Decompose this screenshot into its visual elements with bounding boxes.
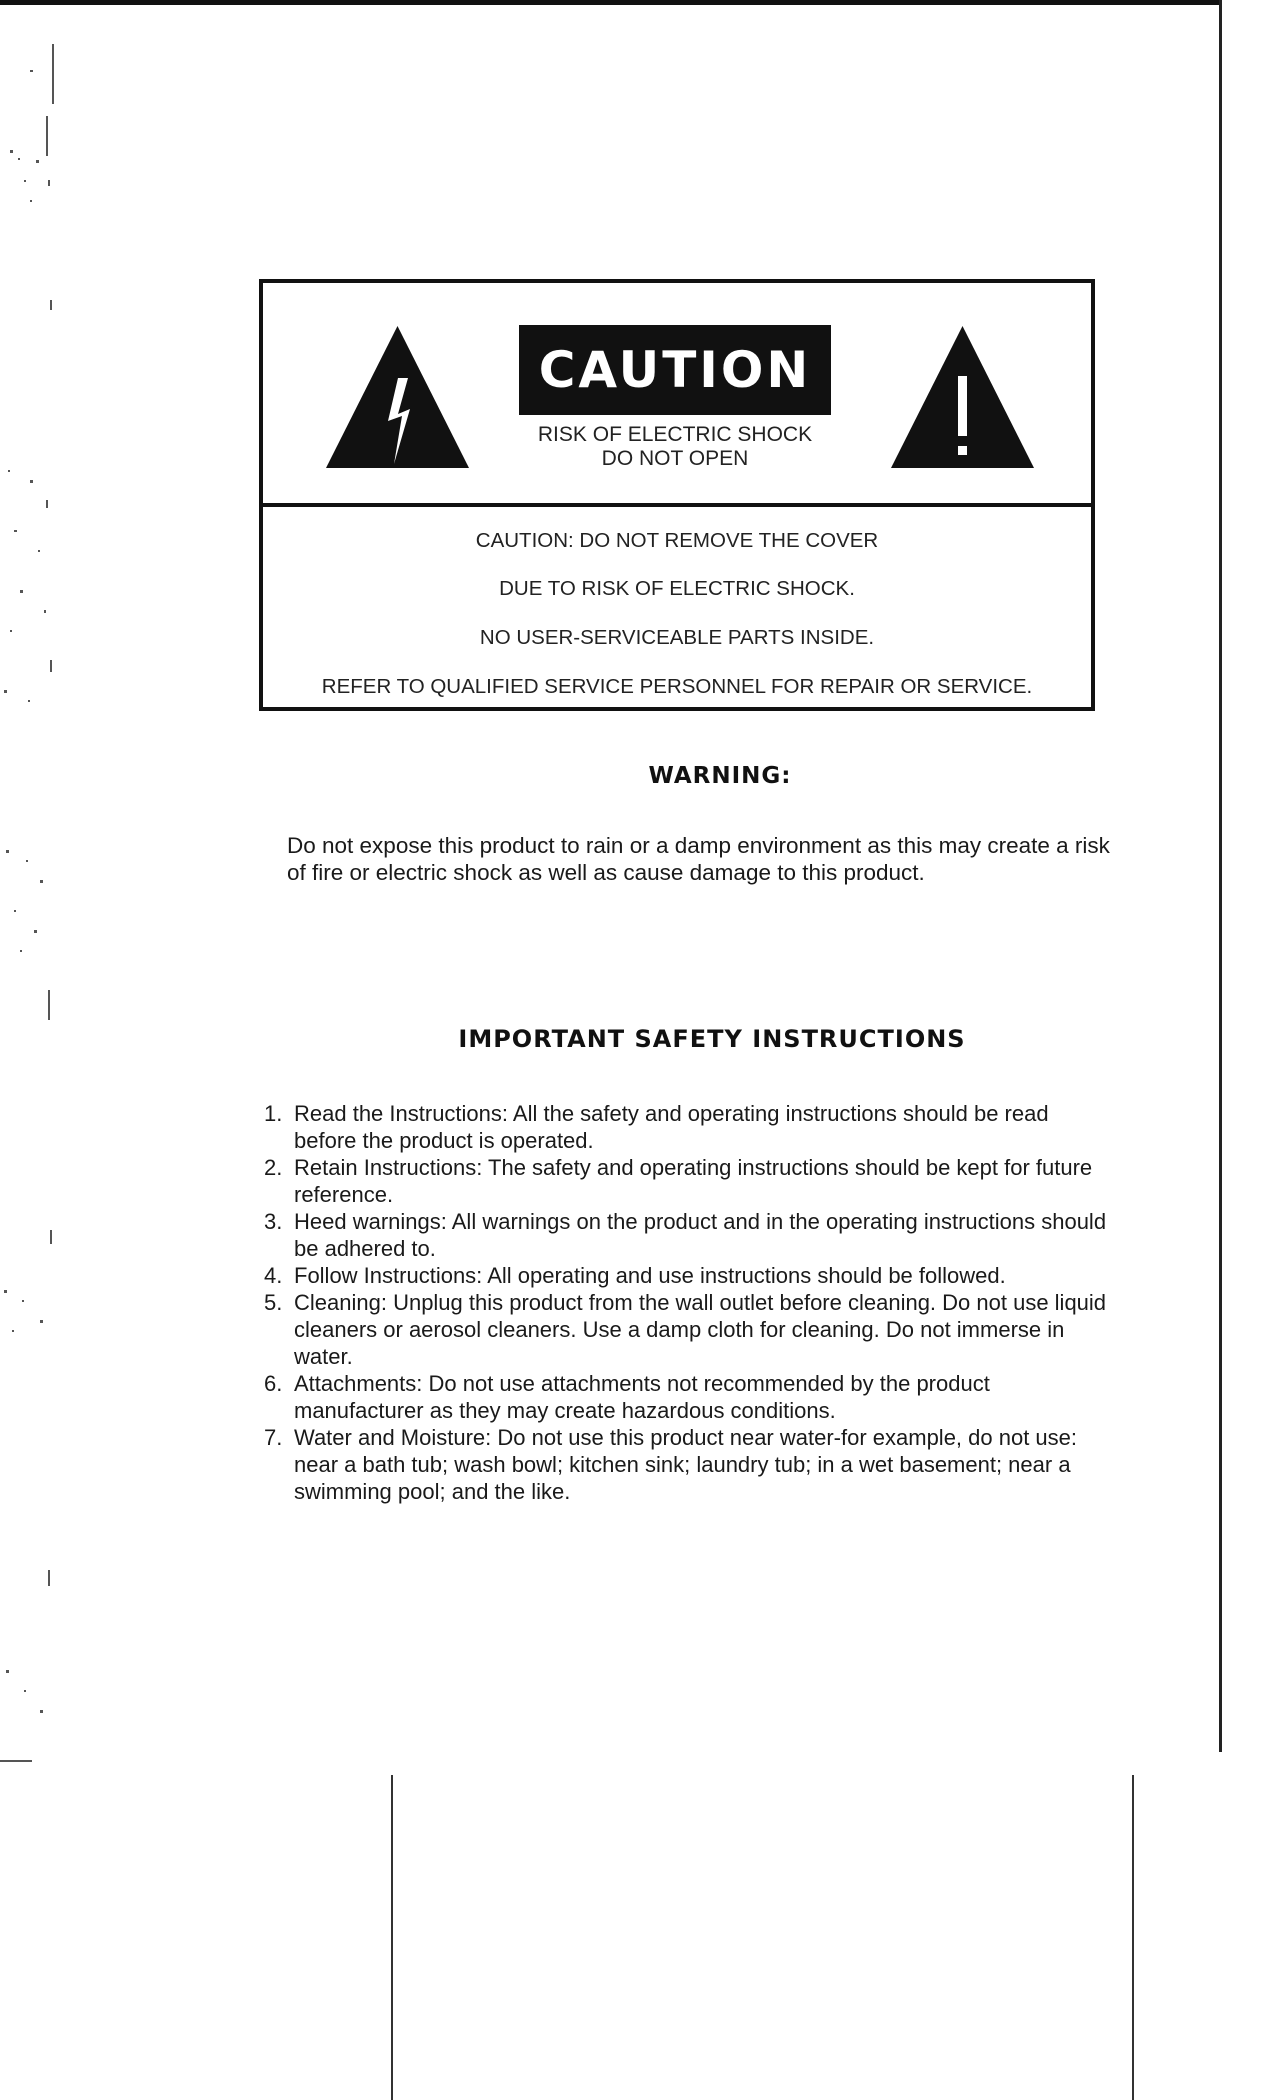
list-item-text: Retain Instructions: The safety and operating instructions should be kept for future reference. — [294, 1155, 1093, 1207]
list-item — [264, 1208, 1114, 1262]
caution-label-box — [259, 279, 1095, 711]
list-item — [264, 1262, 1114, 1289]
warning-paragraph: Do not expose this product to rain or a damp environment as this may create a risk of fire or electric shock as well as cause damage to this product. — [287, 833, 1110, 885]
lower-guide-line-left — [391, 1775, 393, 2100]
caution-text-line-4: REFER TO QUALIFIED SERVICE PERSONNEL FOR REPAIR OR SERVICE. — [321, 675, 1033, 698]
lightning-bolt-icon — [326, 326, 469, 468]
list-item-text: Follow Instructions: All operating and use instructions should be followed. — [294, 1263, 1006, 1288]
safety-instructions-list — [264, 1100, 1114, 1505]
scan-noise-specks — [0, 30, 60, 1770]
list-item-number: 3. — [264, 1209, 283, 1234]
list-item-number: 4. — [264, 1263, 283, 1288]
safety-instructions-heading: IMPORTANT SAFETY INSTRUCTIONS — [458, 1025, 966, 1053]
list-item-number: 7. — [264, 1425, 283, 1450]
right-border-rule — [1219, 0, 1222, 1752]
list-item-text: Water and Moisture: Do not use this product near water-for example, do not use: near a bath tub; wash bowl; kitchen sink; laundry tub; in a wet basement; near a swimming pool; and the like. — [294, 1425, 1078, 1504]
caution-header-panel — [263, 283, 1091, 507]
list-item-text: Attachments: Do not use attachments not recommended by the product manufacturer as they may create hazardous conditions. — [294, 1371, 990, 1423]
caution-text-line-1: CAUTION: DO NOT REMOVE THE COVER — [475, 529, 879, 552]
caution-subtitle-line-1: RISK OF ELECTRIC SHOCK — [537, 423, 813, 446]
warning-heading: WARNING: — [648, 763, 792, 789]
list-item — [264, 1100, 1114, 1154]
caution-badge: CAUTION — [519, 325, 831, 415]
list-item-text: Read the Instructions: All the safety and operating instructions should be read before the product is operated. — [294, 1101, 1049, 1153]
list-item-text: Cleaning: Unplug this product from the wall outlet before cleaning. Do not use liquid cleaners or aerosol cleaners. Use a damp cloth for cleaning. Do not immerse in water. — [294, 1290, 1107, 1369]
list-item — [264, 1370, 1114, 1424]
top-border-rule — [0, 0, 1222, 5]
lower-guide-line-right — [1132, 1775, 1134, 2100]
caution-subtitle-line-2: DO NOT OPEN — [601, 447, 749, 470]
list-item-number: 2. — [264, 1155, 283, 1180]
list-item — [264, 1289, 1114, 1370]
list-item — [264, 1424, 1114, 1505]
caution-text-line-2: DUE TO RISK OF ELECTRIC SHOCK. — [499, 577, 855, 600]
list-item-number: 1. — [264, 1101, 283, 1126]
caution-text-line-3: NO USER-SERVICEABLE PARTS INSIDE. — [479, 626, 875, 649]
list-item — [264, 1154, 1114, 1208]
exclamation-icon — [891, 326, 1034, 468]
list-item-number: 5. — [264, 1290, 283, 1315]
list-item-text: Heed warnings: All warnings on the product and in the operating instructions should be adhered to. — [294, 1209, 1107, 1261]
list-item-number: 6. — [264, 1371, 283, 1396]
